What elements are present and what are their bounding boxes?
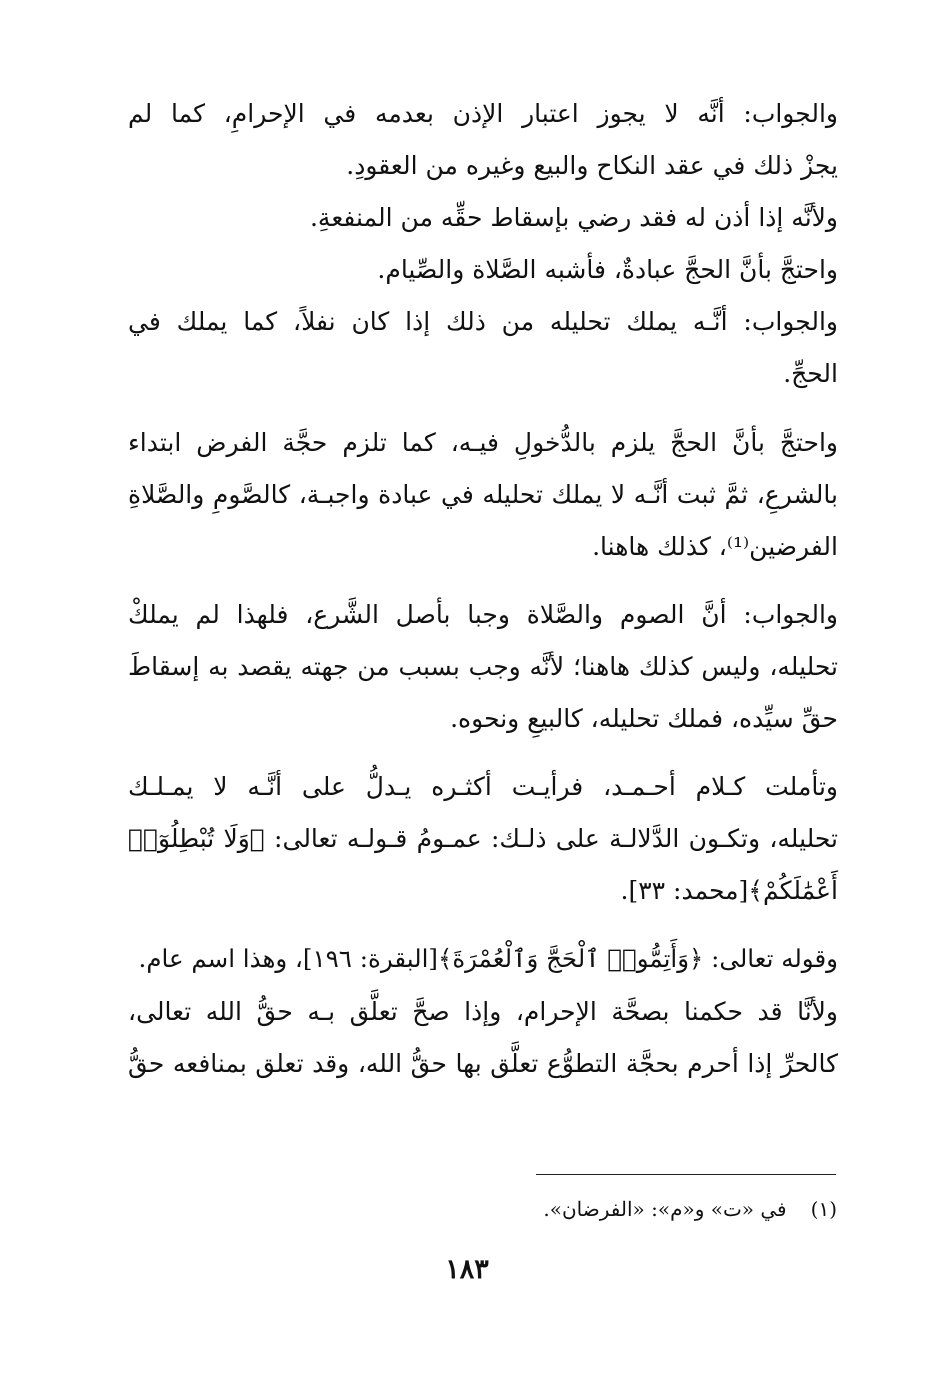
text-line: وقوله تعالى: ﴿وَأَتِمُّوا۟ ٱلْحَجَّ وَٱلْعُمْرَةَ﴾[البقرة: ١٩٦]، وهذا اسم عام. [138,944,838,974]
main-text [128,88,838,1090]
text-line: ولأنَّا قد حكمنا بصحَّة الإحرام، وإذا صحَّ تعلَّق بـه حقُّ الله تعالى، [128,996,838,1026]
text-line: تحليله، وليس كذلك هاهنا؛ لأنَّه وجب بسبب من جهته يقصد به إسقاطَ [128,651,838,681]
text-line: واحتجَّ بأنَّ الحجَّ يلزم بالدُّخولِ فيـه، كما تلزم حجَّة الفرض ابتداء [128,427,838,457]
text-line: أَعْمَٰلَكُمْ﴾[محمد: ٣٣]. [620,876,838,906]
text-line: والجواب: أنَّـه يملك تحليله من ذلك إذا كان نفلاً، كما يملك في [128,307,838,337]
text-line: تحليله، وتكـون الدَّلالـة على ذلـك: عمـومُ قـولـه تعالى: ﴿وَلَا تُبْطِلُوٓا۟ [128,824,838,854]
text-line: يجزْ ذلك في عقد النكاح والبيع وغيره من العقودِ. [346,151,838,181]
footnote [300,1193,837,1225]
text-line: الحجِّ. [783,359,838,389]
text-line: ولأنَّه إذا أذن له فقد رضي بإسقاط حقِّه من المنفعةِ. [309,203,838,233]
text-line: واحتجَّ بأنَّ الحجَّ عبادةٌ، فأشبه الصَّلاة والصِّيام. [377,255,838,285]
text-line: وتأملت كـلام أحـمـد، فرأيـت أكثـره يـدلُّ على أنَّـه لا يمـلـك [128,772,838,802]
text-line: بالشرعِ، ثمَّ ثبت أنَّـه لا يملك تحليله في عبادة واجبـة، كالصَّومِ والصَّلاةِ [128,479,838,509]
text-line: كالحرِّ إذا أحرم بحجَّة التطوُّع تعلَّق بها حقُّ الله، وقد تعلق بمنافعه حقُّ [128,1048,838,1078]
text-line: حقِّ سيِّده، فملك تحليله، كالبيعِ ونحوه. [450,704,838,734]
footnote-number: (١) [810,1197,837,1221]
text-line: والجواب: أنَّ الصوم والصَّلاة وجبا بأصل الشَّرع، فلهذا لم يملكْ [128,599,838,629]
page-number: ١٨٣ [445,1254,489,1285]
text-line: الفرضين⁽¹⁾، كذلك هاهنا. [592,531,838,561]
footnote-separator [536,1174,836,1175]
text-line: والجواب: أنَّه لا يجوز اعتبار الإذن بعدمه في الإحرامِ، كما لم [128,99,838,128]
footnote-text: في «ت» و«م»: «الفرضان». [543,1197,787,1221]
